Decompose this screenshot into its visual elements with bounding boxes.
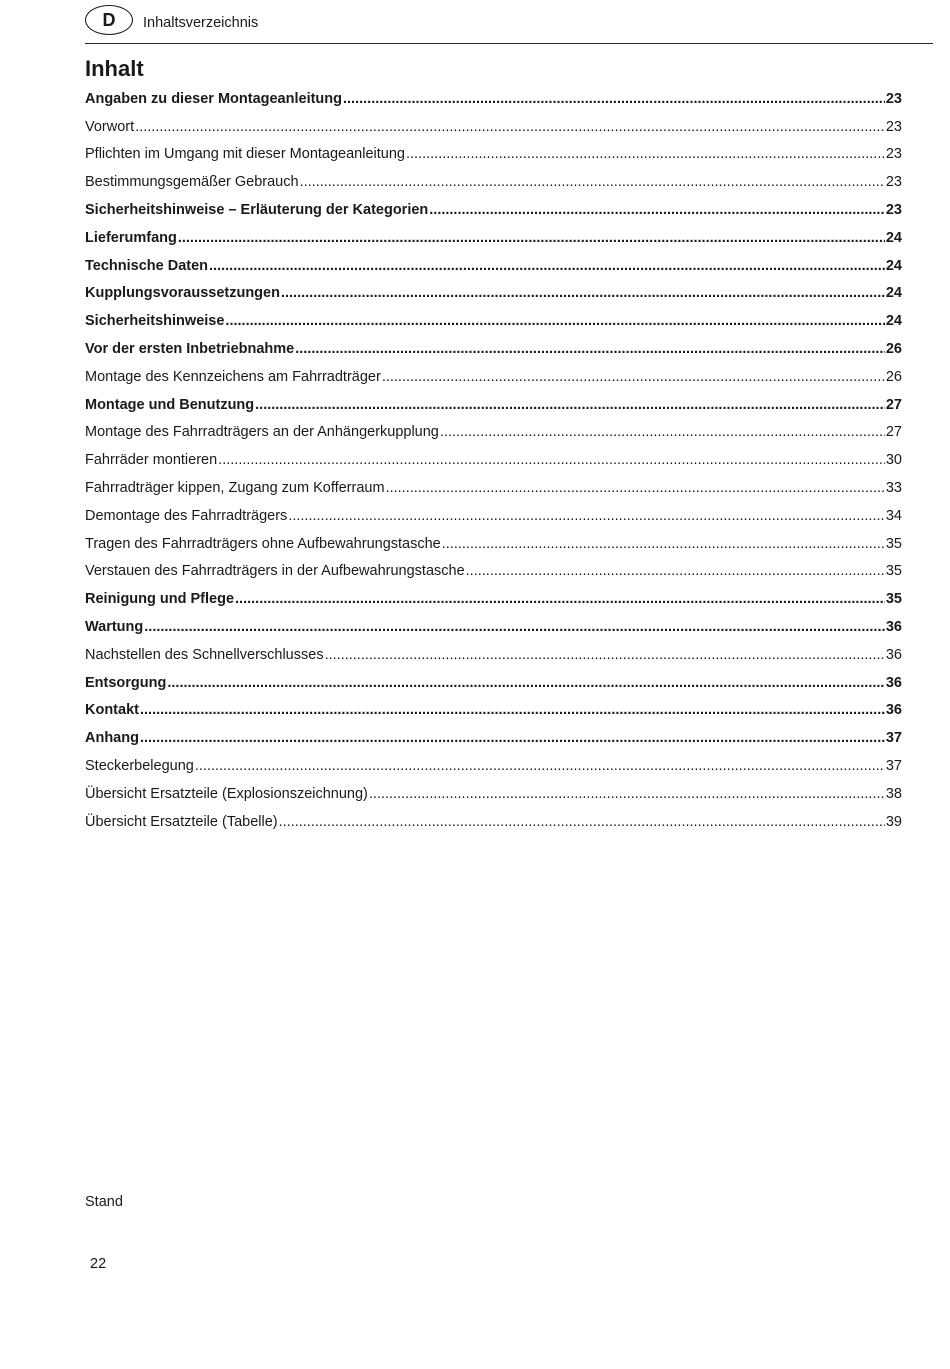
toc-entry-title: Fahrräder montieren [85, 452, 218, 469]
toc-leader-dots [406, 146, 885, 162]
toc-entry[interactable] [85, 196, 902, 224]
toc-entry-page: 37 [885, 730, 902, 747]
toc-leader-dots [144, 619, 885, 635]
toc-entry-title: Kupplungsvoraussetzungen [85, 285, 280, 302]
toc-entry-page: 24 [885, 257, 902, 274]
toc-leader-dots [235, 591, 885, 607]
table-of-contents [85, 85, 902, 836]
toc-entry-title: Tragen des Fahrradträgers ohne Aufbewahrungstasche [85, 535, 441, 552]
toc-entry[interactable] [85, 85, 902, 113]
toc-entry-page: 35 [885, 591, 902, 608]
toc-entry[interactable] [85, 363, 902, 391]
toc-entry-title: Angaben zu dieser Montageanleitung [85, 90, 342, 107]
toc-entry-title: Übersicht Ersatzteile (Tabelle) [85, 813, 278, 830]
toc-entry-title: Verstauen des Fahrradträgers in der Aufbewahrungstasche [85, 563, 465, 580]
toc-leader-dots [300, 174, 885, 190]
toc-leader-dots [255, 397, 885, 413]
toc-entry-page: 27 [885, 396, 902, 413]
toc-entry[interactable] [85, 307, 902, 335]
toc-entry-title: Bestimmungsgemäßer Gebrauch [85, 174, 299, 191]
stand-label: Stand [85, 1194, 123, 1210]
toc-entry[interactable] [85, 669, 902, 697]
toc-entry-page: 36 [885, 674, 902, 691]
toc-entry-page: 23 [885, 202, 902, 219]
toc-leader-dots [369, 786, 885, 802]
toc-entry-title: Vorwort [85, 118, 135, 135]
toc-entry[interactable] [85, 613, 902, 641]
toc-entry-title: Technische Daten [85, 257, 209, 274]
toc-entry-page: 26 [885, 341, 902, 358]
toc-entry-title: Montage des Kennzeichens am Fahrradträger [85, 368, 381, 385]
toc-entry[interactable] [85, 641, 902, 669]
toc-entry-page: 36 [885, 619, 902, 636]
toc-leader-dots [466, 563, 885, 579]
toc-entry[interactable] [85, 224, 902, 252]
toc-leader-dots [429, 202, 885, 218]
toc-leader-dots [195, 758, 885, 774]
page-number: 22 [90, 1256, 107, 1272]
toc-entry-title: Sicherheitshinweise [85, 313, 225, 330]
toc-entry-page: 23 [885, 146, 902, 163]
toc-entry-page: 37 [885, 758, 902, 775]
toc-leader-dots [295, 341, 885, 357]
toc-entry[interactable] [85, 391, 902, 419]
toc-entry-title: Übersicht Ersatzteile (Explosionszeichnung) [85, 785, 368, 802]
page-title: Inhalt [85, 56, 144, 81]
toc-entry-title: Montage und Benutzung [85, 396, 255, 413]
toc-entry[interactable] [85, 474, 902, 502]
toc-entry-page: 35 [885, 563, 902, 580]
toc-leader-dots [167, 675, 885, 691]
toc-entry-title: Nachstellen des Schnellverschlusses [85, 646, 324, 663]
header-title: Inhaltsverzeichnis [143, 15, 259, 31]
toc-leader-dots [442, 536, 885, 552]
toc-entry[interactable] [85, 724, 902, 752]
toc-entry-page: 34 [885, 507, 902, 524]
toc-entry-page: 27 [885, 424, 902, 441]
toc-entry-page: 23 [885, 90, 902, 107]
toc-entry-title: Anhang [85, 730, 139, 747]
toc-entry-title: Montage des Fahrradträgers an der Anhängerkupplung [85, 424, 439, 441]
toc-entry-title: Demontage des Fahrradträgers [85, 507, 288, 524]
page-header [85, 5, 933, 44]
toc-leader-dots [209, 258, 885, 274]
toc-leader-dots [325, 647, 885, 663]
toc-entry-title: Reinigung und Pflege [85, 591, 235, 608]
toc-entry-page: 33 [885, 480, 902, 497]
toc-entry-title: Lieferumfang [85, 229, 177, 246]
toc-entry[interactable] [85, 168, 902, 196]
toc-entry[interactable] [85, 752, 902, 780]
toc-entry-title: Pflichten im Umgang mit dieser Montageanleitung [85, 146, 405, 163]
toc-entry[interactable] [85, 252, 902, 280]
toc-entry[interactable] [85, 502, 902, 530]
toc-leader-dots [440, 424, 885, 440]
toc-entry-page: 24 [885, 313, 902, 330]
toc-leader-dots [382, 369, 885, 385]
toc-entry[interactable] [85, 335, 902, 363]
toc-entry[interactable] [85, 585, 902, 613]
toc-leader-dots [279, 814, 885, 830]
toc-entry-page: 24 [885, 229, 902, 246]
toc-entry-page: 39 [885, 813, 902, 830]
toc-entry-page: 26 [885, 368, 902, 385]
toc-entry-page: 38 [885, 785, 902, 802]
toc-entry-page: 30 [885, 452, 902, 469]
toc-entry-page: 36 [885, 702, 902, 719]
toc-entry-title: Sicherheitshinweise – Erläuterung der Kategorien [85, 202, 429, 219]
toc-entry[interactable] [85, 697, 902, 725]
toc-entry[interactable] [85, 113, 902, 141]
toc-leader-dots [343, 91, 885, 107]
toc-entry-page: 23 [885, 174, 902, 191]
toc-entry-title: Steckerbelegung [85, 758, 194, 775]
toc-leader-dots [281, 285, 885, 301]
toc-entry[interactable] [85, 419, 902, 447]
toc-leader-dots [386, 480, 885, 496]
toc-leader-dots [140, 730, 885, 746]
toc-entry[interactable] [85, 141, 902, 169]
toc-entry[interactable] [85, 530, 902, 558]
toc-entry[interactable] [85, 808, 902, 836]
toc-leader-dots [225, 313, 884, 329]
toc-entry[interactable] [85, 558, 902, 586]
toc-entry-page: 23 [885, 118, 902, 135]
toc-entry-title: Fahrradträger kippen, Zugang zum Kofferraum [85, 480, 385, 497]
toc-entry-page: 35 [885, 535, 902, 552]
toc-leader-dots [140, 702, 885, 718]
toc-entry-title: Kontakt [85, 702, 139, 719]
toc-entry[interactable] [85, 280, 902, 308]
toc-leader-dots [288, 508, 885, 524]
toc-entry-page: 24 [885, 285, 902, 302]
toc-entry[interactable] [85, 780, 902, 808]
toc-entry-title: Wartung [85, 619, 144, 636]
toc-leader-dots [135, 119, 885, 135]
language-badge: D [85, 5, 133, 35]
toc-entry[interactable] [85, 446, 902, 474]
toc-leader-dots [178, 230, 885, 246]
toc-entry-page: 36 [885, 646, 902, 663]
toc-entry-title: Vor der ersten Inbetriebnahme [85, 341, 295, 358]
toc-entry-title: Entsorgung [85, 674, 167, 691]
toc-leader-dots [218, 452, 885, 468]
